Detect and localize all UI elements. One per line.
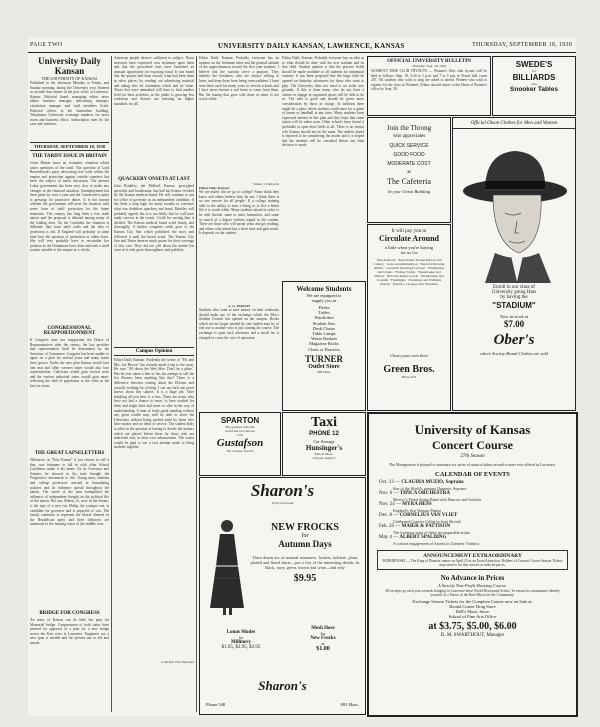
obers-hat-ad: [452, 117, 576, 411]
swedes-for: for: [532, 69, 536, 73]
taxi-company: Hunsinger's: [305, 444, 343, 452]
cafeteria-line-1: Join the Throng: [386, 124, 432, 132]
newspaper-page: [28, 38, 576, 716]
welcome-item: Magazine Racks: [309, 341, 339, 347]
gustafson-name: Gustafson: [216, 437, 264, 449]
sharons-address: 803 Mass.: [340, 702, 359, 707]
header-date: THURSDAY, SEPTEMBER 18, 1930: [472, 42, 572, 48]
header-rule: [28, 52, 576, 53]
column-divider: [196, 56, 197, 712]
concert-intro: The Management is pleased to announce six series of musical talent second to none ever offered in Lawrence.: [389, 463, 556, 467]
article-bulletin-continued: Editor Daily Kansan: Probably everyone has an idea as to what should be done with the new stadium and its fine field. Student opinion is that the practice fields should be made available to all students for intramural contests. It has been proposed that the large field be opened on Saturday afternoons for those who want to play. The University does not need to set aside new grounds. If this is done many who do not have a chance to engage in organized sports will be able to do so. The idea is good and should be given more consideration by those in charge. In addition there might be a place where students could meet for a game of tennis or handball at any time. Many students have expressed interest in this plan and they hope that some action will be taken soon. Other schools have found it profitable to open their fields to all. There is no reason why Kansas should not do the same. The athletic board is reported to be considering the matter and it is hoped that the students will be consulted before any final decision is made.: [282, 56, 364, 148]
column-divider: [111, 56, 112, 712]
taxi-storage: Car Storage: [313, 439, 335, 444]
masthead-staff-text: Published in the afternoon Monday to Friday, and Sunday morning, during the University year. Entered as second-class matter at the post office at Lawrence, Kansas. Editorial board, managing editor, news editor, business manager, advertising manager, circulation manager and staff members listed. Editorial offices in the Journalism building. Telephones University exchange numbers for news room and business office. Subscription rates by the year and semester.: [30, 81, 109, 127]
frocks-season: Autumn Days: [278, 539, 332, 549]
circulate-line-1: It will pay you to: [391, 229, 427, 234]
cafeteria-line-4: GOOD FOOD: [393, 152, 425, 158]
frocks-description: Three dozen are of unusual smartness. Jackets, bolstere, plain, plaited and flared skirts—just a few of the interesting details. In black, navy, green, brown and wine—and only: [250, 555, 360, 570]
sharons-phone: Phone 548: [206, 702, 226, 707]
swedes-billiards-ad: [492, 56, 576, 116]
non-profit-text: All receipts go each year towards bringing to Lawrence these World-Renowned Artists. To ensure its continuance identify yourself as a Patron of the Best Music for the Community.: [384, 589, 561, 597]
article-letter-2: We are asked, did we go to college? Some think they know and others believe they do not. I think there is no one answer for all people. If a college training adds to the ability to earn a living or to live a better life it is worth while. Many students attend in order to be with friends, some to enter fraternities, and some in search of a degree without regard to the content. There are those who will spend years and get nothing, and others who attend but a short time and gain much. It depends on the student.: [199, 190, 279, 236]
cafeteria-line-6: at: [407, 170, 411, 175]
headline-lapseletters: THE GREAT LAPSELETTERS: [34, 451, 105, 456]
sharons-tagline: Styles that Lead: [271, 501, 294, 505]
obers-headline: Official Olson Clothes for Men and Women: [453, 121, 575, 129]
concert-title-1: University of Kansas: [414, 422, 531, 437]
article-bridge-congress: An army of Kansas can do little but pray for Memorial bridge. Congressmen of both states have pressed for approval of a plan for a new bridge across the Kaw river at Lawrence. Engineers say a new span is needed and the present one is old and unsafe.: [30, 618, 109, 645]
ticket-outlet-2: Bell's Music Store: [455, 609, 490, 614]
event-subtitle: Mexico's Finest String Band with Dancers and Soloists: [393, 497, 482, 502]
letter-signature: A. G. MARCH: [228, 304, 250, 308]
millinery-line-3: Millinery: [231, 640, 251, 645]
frocks-for: for: [301, 533, 309, 539]
headline-campus-opinion: Campus Opinion: [114, 347, 194, 356]
non-profit-line: A Strictly Non-Profit Showing Course.: [437, 583, 508, 588]
frocks-price: $9.95: [293, 573, 317, 584]
hose-line-2: for: [320, 631, 326, 636]
obers-logo: Ober's: [493, 332, 535, 348]
cafeteria-line-5: MODERATE COST: [387, 161, 431, 167]
event-row: Dec. 8 — CORNELIUS VAN VLIET: [379, 513, 458, 518]
obers-tagline: where Society Brand Clothes are sold: [480, 351, 548, 356]
bulletin-date: Thursday, Sept. 18, 1930: [412, 64, 446, 68]
taxi-phone: PHONE 12: [309, 431, 339, 437]
taxi-headline: Taxi: [311, 415, 337, 430]
concert-manager: D. M. SWARTHOUT, Manager: [440, 633, 505, 638]
headline-bridge-congress: BRIDGE FOR CONGRESS: [39, 611, 100, 616]
hat-stock-line: Now in stock at: [499, 314, 529, 319]
sparton-line-1: The greatest radio the: [225, 425, 255, 429]
sparton-radio-ad: [199, 412, 281, 476]
article-quackery: John Brinkley, the Milford, Kansas, goat-gland specialist and broadcaster, has had his license revoked by the Kansas medical board. He will continue to run for office of governor as an independent candidate. It has been a long fight for many months to convince what was doubtless quackery and fraud. Brinkley will probably appeal, but it is not likely that he will have ready success in the courts. Credit for ousting him is divided. The Kansas medical board acted firmly, and thoroughly. A further complete credit goes to the Kansas City Star which published the story and followed it until the board acted. The Kansas City Star and Times deserve much praise for their coverage of this case. They did not yell about the matter but went at it with great thoroughness and publicity.: [114, 184, 194, 253]
hat-illustration: [455, 133, 573, 283]
taxi-dealer: Chrysler Agency: [312, 456, 336, 460]
sharons-logo: Sharon's: [250, 481, 315, 500]
masthead-dateline: THURSDAY, SEPTEMBER 18, 1930: [30, 142, 109, 151]
hat-price: $7.00: [503, 319, 525, 329]
swedes-snooker: Snooker Tables: [510, 86, 558, 93]
concert-title-2: Concert Course: [432, 438, 513, 452]
circulate-line-4: for us for: [400, 250, 418, 255]
page-number: PAGE TWO: [30, 42, 63, 48]
concert-season: 27th Season: [460, 454, 485, 459]
event-row: May 4 — ALBERT SPALDING: [379, 535, 447, 540]
no-advance-title: No Advance in Prices: [440, 574, 505, 582]
turner-outlet-ad: [282, 281, 366, 411]
headline-tariff: THE TARIFF ISSUE IN BRITAIN: [32, 154, 107, 159]
swedes-name: SWEDE'S: [515, 60, 553, 69]
event-row: Oct. 13 — CLAUDIA MUZIO, Soprano: [379, 480, 464, 485]
article-reapportionment: If Congress does not reapportion the House of Representatives after the census, the law provides that representation shall be determined by the Secretary of Commerce. Congress has been unable to agree on a plan for several years and many states have grown. Under the new plan Kansas would lose one seat and other western states would also lose representation. California would gain several seats and the eastern industrial states would gain more, reflecting the shift of population to the cities in the last ten years.: [30, 338, 109, 388]
hose-line-3: New Frocks: [310, 636, 336, 641]
dress-illustration: [206, 518, 248, 616]
welcome-item: Tables: [318, 310, 330, 316]
event-subtitle: The foremost team of these incomparable artists: [393, 530, 471, 535]
millinery-line-2: in: [239, 635, 243, 640]
bulletin-title: OFFICIAL UNIVERSITY BULLETIN: [387, 59, 471, 64]
swedes-billiards: BILLIARDS: [512, 73, 556, 82]
swedes-also: also: [531, 82, 537, 86]
letter-2-salutation: Editor Daily Kansan:: [199, 186, 231, 190]
article-continued: American people deserve sufficient to subject. Those assessors have expressed own testimony upon them and that the prescribed tests have furnished an unusual opportunity for exposing fraud. It was found that the quacks had done exactly what had been done in other places, by sending out advertising material and taking fees for treatments which had no value. Those that were unmasked will have to find another field for their activities, as the public is growing less credulous and doctors are insisting on higher standards for all.: [114, 56, 194, 106]
sparton-call: Call: [237, 433, 243, 437]
cafeteria-line-2: who appreciates: [392, 134, 426, 139]
welcome-item: Waste Baskets: [310, 336, 337, 342]
event-row: Nov. 24 — MYRA HESS: [379, 502, 432, 507]
hat-model-name: "STADIUM": [492, 301, 536, 310]
millinery-line-1: Lonus Modes: [226, 630, 256, 635]
hat-line-2: University going Hats: [491, 290, 537, 295]
turner-address: 928 Mass.: [317, 369, 331, 374]
article-campus-opinion: Editor Daily Kansan: Evidently the writer of "Mr. and Mrs. Joe Brown" has recently made a trip to the coast. He says "All about the Wee Moe. Don't be a piker." Has he ever taken a bite or has his attempt to sell the Joe Browns been anything like this? There is a difference between writing about the Browns and actually working for a living. I can say each one proof knows about this subject. It is a huge job. After finishing all you have is a loss. There are many who have not had a chance to serve, to have worked for them and might have had more to offer in the way of understanding. A man of fairly good standing without any great wealth may well be able to serve the University without being pushed aside by those who have money and no ideas of service. The student body is often in the position of having to decide the matters which are placed before them by those who are interested only in their own advancement. The writer would be glad to see a real attempt made to bring students together.: [114, 358, 194, 450]
column-editorial: [30, 56, 109, 712]
welcome-item: Student Sets: [312, 320, 336, 326]
sparton-name: SPARTON: [220, 416, 260, 425]
headline-quackery: QUACKERY ONSETS AT LAST: [118, 177, 190, 182]
frocks-headline: NEW FROCKS: [271, 522, 339, 533]
welcome-item: Wardrobes: [314, 315, 334, 321]
article-letter-1: Editor Daily Kansan: Probably everyone has an opinion on the freshman rules and the general attitude of the upperclassmen toward the first year students. I believe that the customs serve a purpose. They identify the freshmen, who are always willing to learn, and keep them from being overconfident. I have seen them used for many years in several schools and I have never known a real harm to come from them. But the hazing that goes with them at times is not worth while.: [199, 56, 279, 102]
welcome-item: Table Lamps: [312, 331, 336, 337]
opinion-signoff: A Student Who Enrolled: [160, 660, 194, 664]
cafeteria-location: In your Union Building: [387, 189, 431, 194]
ticket-outlet-3: School of Fine Arts Office: [448, 614, 497, 619]
circulate-ad: [367, 224, 451, 411]
welcome-item: Desk Chairs: [312, 325, 336, 331]
ticket-prices: at $3.75, $5.00, $6.00: [428, 621, 517, 632]
cafeteria-line-3: QUICK SERVICE: [389, 143, 429, 149]
green-bros-name: Green Bros.: [383, 364, 435, 375]
hose-price: $1.00: [316, 646, 330, 652]
bulletin-notices: WOMEN'S TIME CLUB TRYOUTS — Women's Glee club tryouts will be held as follows: Sept. 18, 3:30 to 5 p.m. and 7 to 9 p.m. in Fraser hall, room 207. All students who wish to sing are asked to attend. Women who wish to register for the class in Women's Affairs should report to the Dean of Women's office by Sept. 20.: [371, 69, 487, 92]
turner-name: TURNER: [304, 353, 343, 364]
column-letters: [199, 56, 279, 314]
event-subtitle: Star of the World's greatest Dramatic Soprano: [393, 486, 467, 491]
column-bulletin-text: [282, 56, 364, 314]
article-letter-3: Students who want to save money on their textbooks should make use of the exchange which the Men's Student Council has opened on the campus. Books which are no longer needed by one student may be of real use to another who is just starting the course. The exchange is open each afternoon and a small fee is charged to cover the cost of operation.: [199, 308, 279, 340]
sharons-footer-logo: Sharon's: [258, 678, 307, 693]
event-subtitle: A concert engagement of America's Greatest Violinist: [393, 541, 479, 546]
exchange-line: Exchange Season Tickets for the Complete Course now on Sale at:: [412, 599, 533, 604]
calendar-title: CALENDAR OF EVENTS: [435, 471, 510, 478]
event-row: Nov. 6 — TIPICA ORCHESTRA: [379, 491, 450, 496]
event-row: Feb. 26 — MAIER & PATTISON: [379, 524, 451, 529]
welcome-line-2: supply you in: [311, 298, 337, 303]
column-opinion: [114, 56, 194, 712]
green-bros-phone: Phone 633: [401, 375, 417, 379]
sharons-frocks-ad: [199, 477, 366, 715]
masthead-subtitle: THE UNIVERSITY OF KANSAS: [41, 76, 98, 81]
hose-line-4: at: [321, 641, 325, 646]
official-bulletin: [367, 56, 491, 116]
event-subtitle: Celebrated Concert Cellist in Joint Recital: [393, 519, 461, 524]
hat-line-3: by having the: [500, 295, 528, 300]
announcement-title: ANNOUNCEMENT EXTRAORDINARY: [423, 553, 522, 559]
ticket-outlet-1: Round Corner Drug Store: [449, 604, 496, 609]
sparton-line-2: world has ever known: [224, 429, 256, 433]
concert-course-ad: [367, 412, 578, 717]
circulate-closing: Clean your cars here: [390, 353, 428, 358]
announcement-box: [377, 550, 568, 570]
turner-subtitle: Outlet Store: [308, 363, 340, 370]
masthead-name: University Daily Kansan: [38, 56, 101, 76]
hose-line-1: Mesh Hose: [311, 626, 335, 631]
cafeteria-name: The Cafeteria: [387, 177, 431, 186]
letter-1-signoff: Sidney J. Delbruck: [253, 182, 279, 186]
welcome-item: Chest or Drawers: [308, 346, 340, 352]
headline-reapportionment: CONGRESSIONAL REAPPORTIONMENT: [43, 326, 96, 336]
cafeteria-ad: [367, 117, 451, 223]
circulate-line-3: a little when you're buying: [384, 245, 434, 250]
welcome-line-1: We are equipped to: [306, 293, 342, 298]
welcome-headline: Welcome Students: [296, 285, 352, 293]
event-subtitle: England's first Woman Pianist: [393, 508, 442, 513]
millinery-prices: $1.95, $2.95, $3.95: [221, 645, 261, 650]
column-letters-lower: [199, 302, 279, 402]
gustafson-tagline: The College Jeweler: [226, 449, 254, 453]
circulate-items: Yale Padlocks · Keen Kutter Pocket Knives and Cutlery · Guns and Ammunition · Duofold Drawing Outfits · Goodrich Sporting Footwear · Windbreaks and Ulsters · Fishing Tackle · Wastebasket and Willow · Ball and Tennis Goods · Weatherstrip and Ironside · Flashlights · Eversharp and Williams Pencils · Pointers, Lacquers and Varnishes: [373, 258, 445, 286]
article-lapseletters: Whenever, as "Fritz Kuenn" if you choose to call it that, was fortunate to fall in with older School Lafollettes make it his home. As its Governor and Senator, he showed in his state brought the Progressive movement to life. Young men, students and college professors assisted in formulating policies and its influence spread throughout the nation. The career of the man exemplified the influence of independent thought on the political life of the nation. His son, Robert, Jr., now in the Senate, is the type of a new era. Philip, the younger son, is candidate for governor and is expected to win. The family continues to represent the liberal element in the Republican party and their followers are numerous in the farming states of the middle west.: [30, 458, 109, 527]
welcome-item: Desks: [318, 305, 330, 310]
taxi-address: 920-22 Mass.: [314, 452, 334, 456]
page-header: [28, 42, 576, 52]
hat-line-1: Enroll in our class of: [493, 285, 535, 290]
newspaper-title: UNIVERSITY DAILY KANSAN, LAWRENCE, KANSAS: [218, 42, 405, 50]
article-tariff: Great Britain faces an economic situation which raises questions of the tariff. The question of Lord Beaverbrook's party advocating free trade within the empire and protection against outside countries has been the subject of much discussion. The present Labor government has been very slow to make any changes in the financial situation. Unemployment has been great for over a year and the Conservative party is pressing for protective duties. It is not known whether the government will meet the situation with some form of tariff protection for the home industries. The country has long been a free trade nation and the proposal is debated among many of the leading men. On the Continent the situation is different; they have tariff walls and the idea of protection is old. If England will probably at some time face the question of protection as others have. She will very probably have to reconsider her position as the Dominions have done and seek a tariff system suitable to the empire as a whole.: [30, 161, 109, 253]
circulate-headline: Circulate Around: [379, 234, 439, 243]
taxi-ad: [282, 412, 366, 476]
announcement-text: PADEREWSKI — The King of Pianists comes on April 23 as an Extra Attraction. Holders of Concert Course Season Tickets may reserve for this concert at reduced prices.: [382, 559, 563, 567]
